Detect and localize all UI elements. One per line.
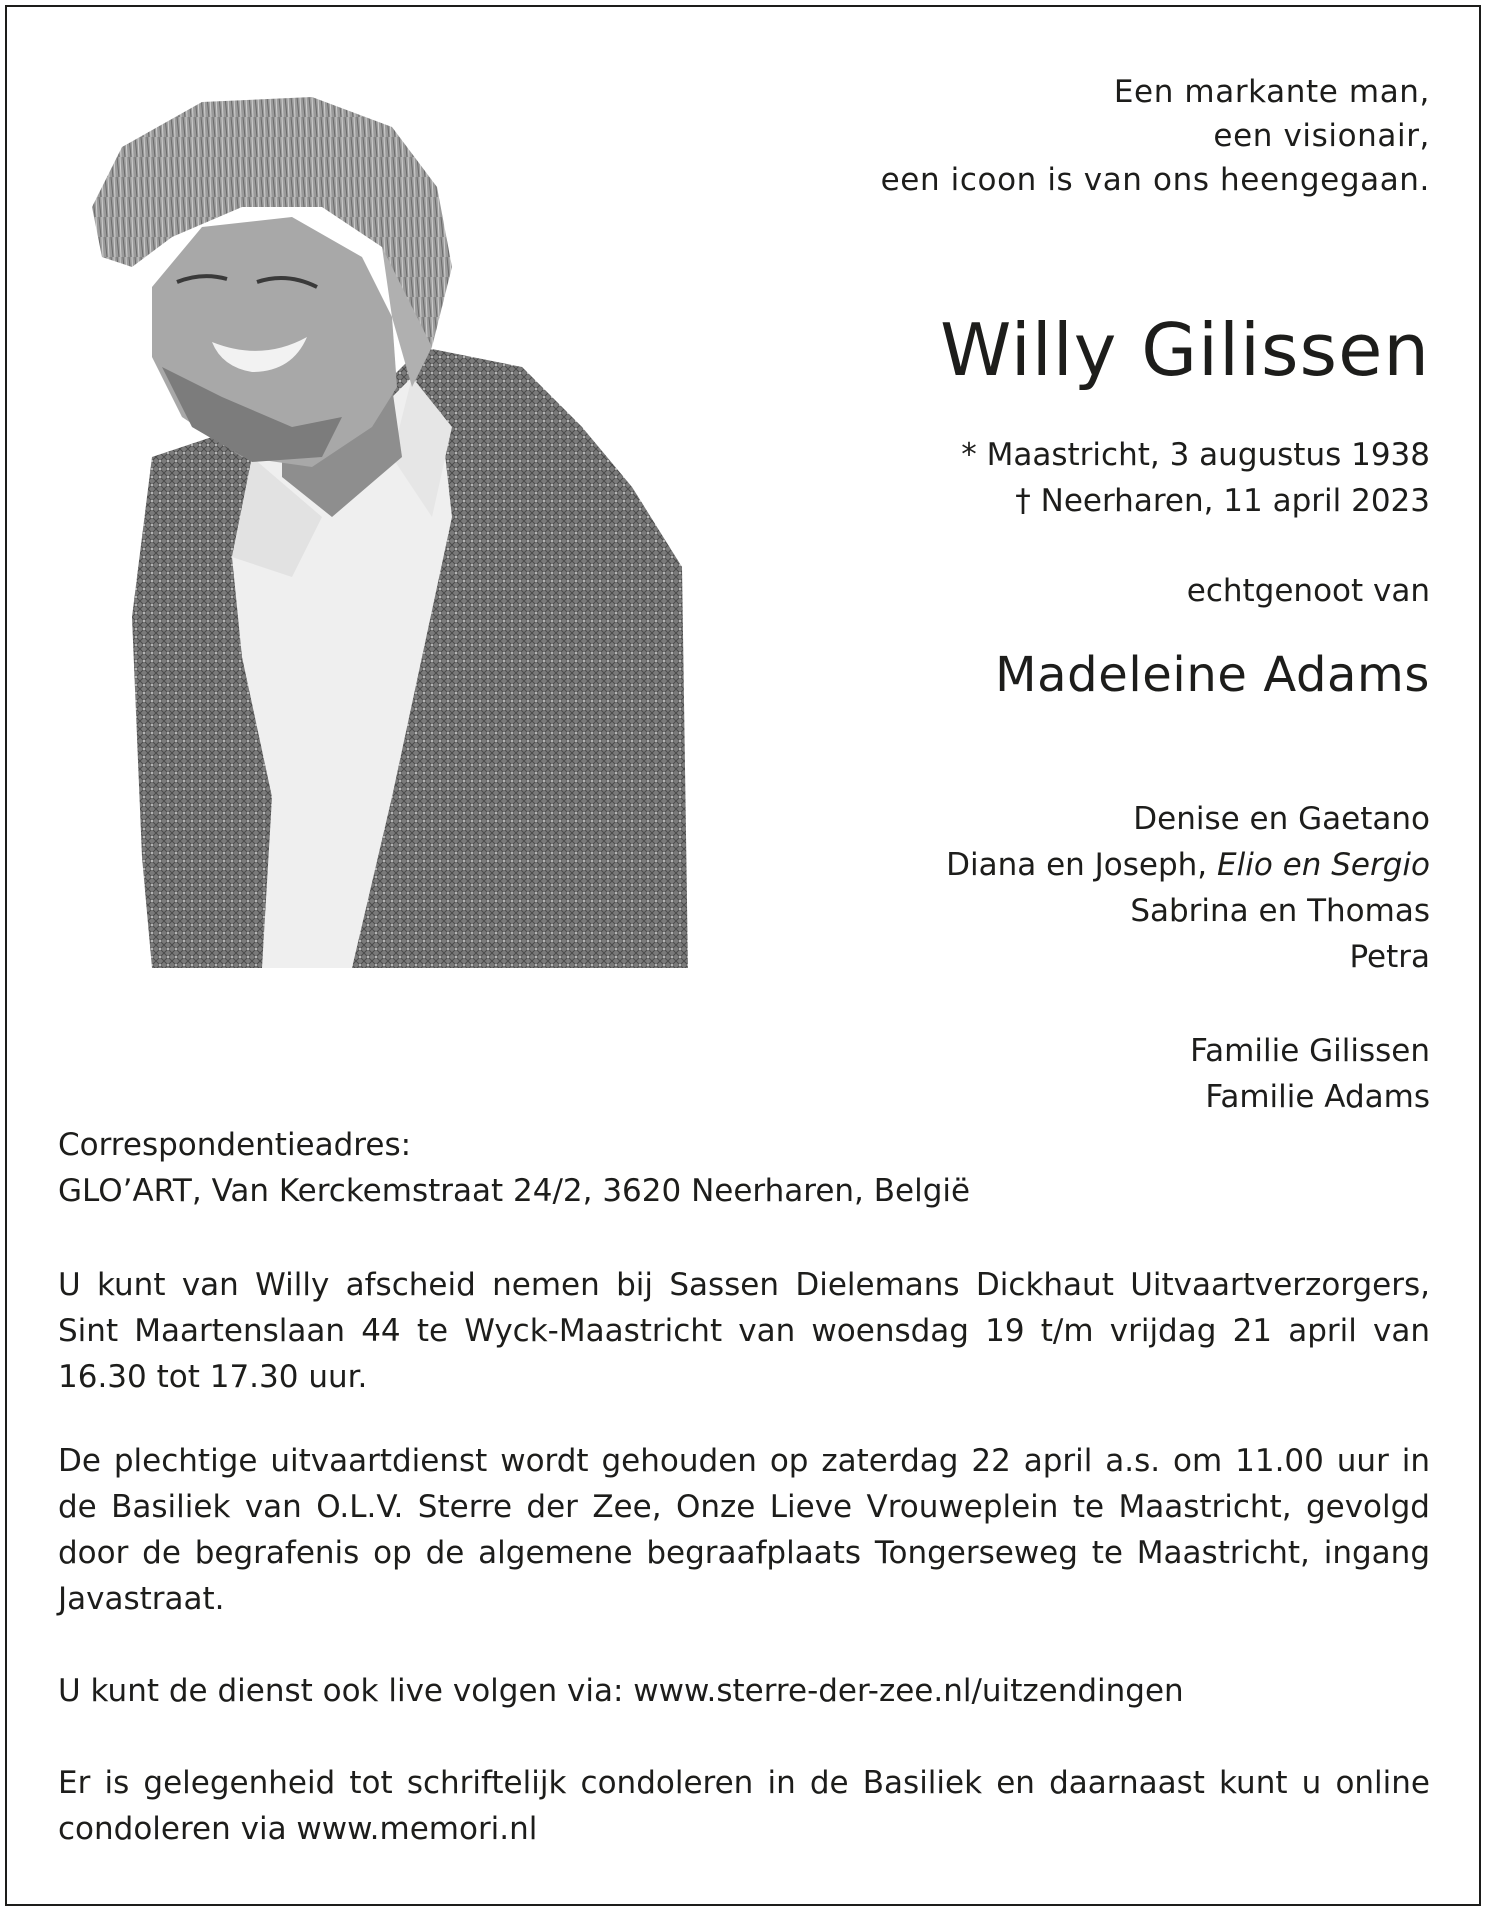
farewell-paragraph: U kunt van Willy afscheid nemen bij Sassen Dielemans Dickhaut Uitvaartverzorgers, Sint Maartenslaan 44 te Wyck-Maastricht van woensdag 19 t/m vrijdag 21 april van 16.30 tot 17.30 uur. (58, 1267, 1430, 1395)
portrait-photo (92, 97, 688, 968)
condolence-paragraph: Er is gelegenheid tot schriftelijk condoleren in de Basiliek en daarnaast kunt u online condoleren via www.memori.nl (58, 1765, 1430, 1847)
correspondence-label: Correspondentieadres: (58, 1127, 412, 1163)
family-line: Familie Adams (1205, 1079, 1430, 1115)
grandchildren-names: Elio en Sergio (1217, 847, 1430, 883)
intro-verse (881, 70, 1430, 202)
spouse-name: Madeleine Adams (995, 647, 1430, 703)
intro-line: een icoon is van ons heengegaan. (880, 162, 1430, 198)
service-paragraph: De plechtige uitvaartdienst wordt gehouden op zaterdag 22 april a.s. om 11.00 uur in de Basiliek van O.L.V. Sterre der Zee, Onze Lieve Vrouweplein te Maastricht, gevolgd door de begrafenis op de algemene begraafplaats Tongerseweg te Maastricht, ingang Javastraat. (58, 1443, 1430, 1617)
child-line: Denise en Gaetano (1133, 801, 1430, 837)
correspondence-block (58, 1122, 1430, 1214)
child-names: Diana en Joseph, (946, 847, 1208, 883)
birth-date: * Maastricht, 3 augustus 1938 (961, 437, 1430, 473)
livestream-paragraph: U kunt de dienst ook live volgen via: www.sterre-der-zee.nl/uitzendingen (58, 1673, 1184, 1709)
child-line: Petra (1349, 939, 1430, 975)
intro-line: Een markante man, (1113, 74, 1430, 110)
spouse-label: echtgenoot van (1186, 573, 1430, 609)
children-list (946, 796, 1430, 980)
correspondence-address: GLO’ART, Van Kerckemstraat 24/2, 3620 Neerharen, België (58, 1173, 971, 1209)
intro-line: een visionair, (1213, 118, 1430, 154)
families-list (1190, 1028, 1430, 1120)
child-line: Sabrina en Thomas (1130, 893, 1430, 929)
family-line: Familie Gilissen (1190, 1033, 1430, 1069)
deceased-name: Willy Gilissen (940, 308, 1430, 392)
child-line (946, 842, 1430, 888)
life-dates (961, 432, 1430, 524)
death-date: † Neerharen, 11 april 2023 (1015, 483, 1430, 519)
